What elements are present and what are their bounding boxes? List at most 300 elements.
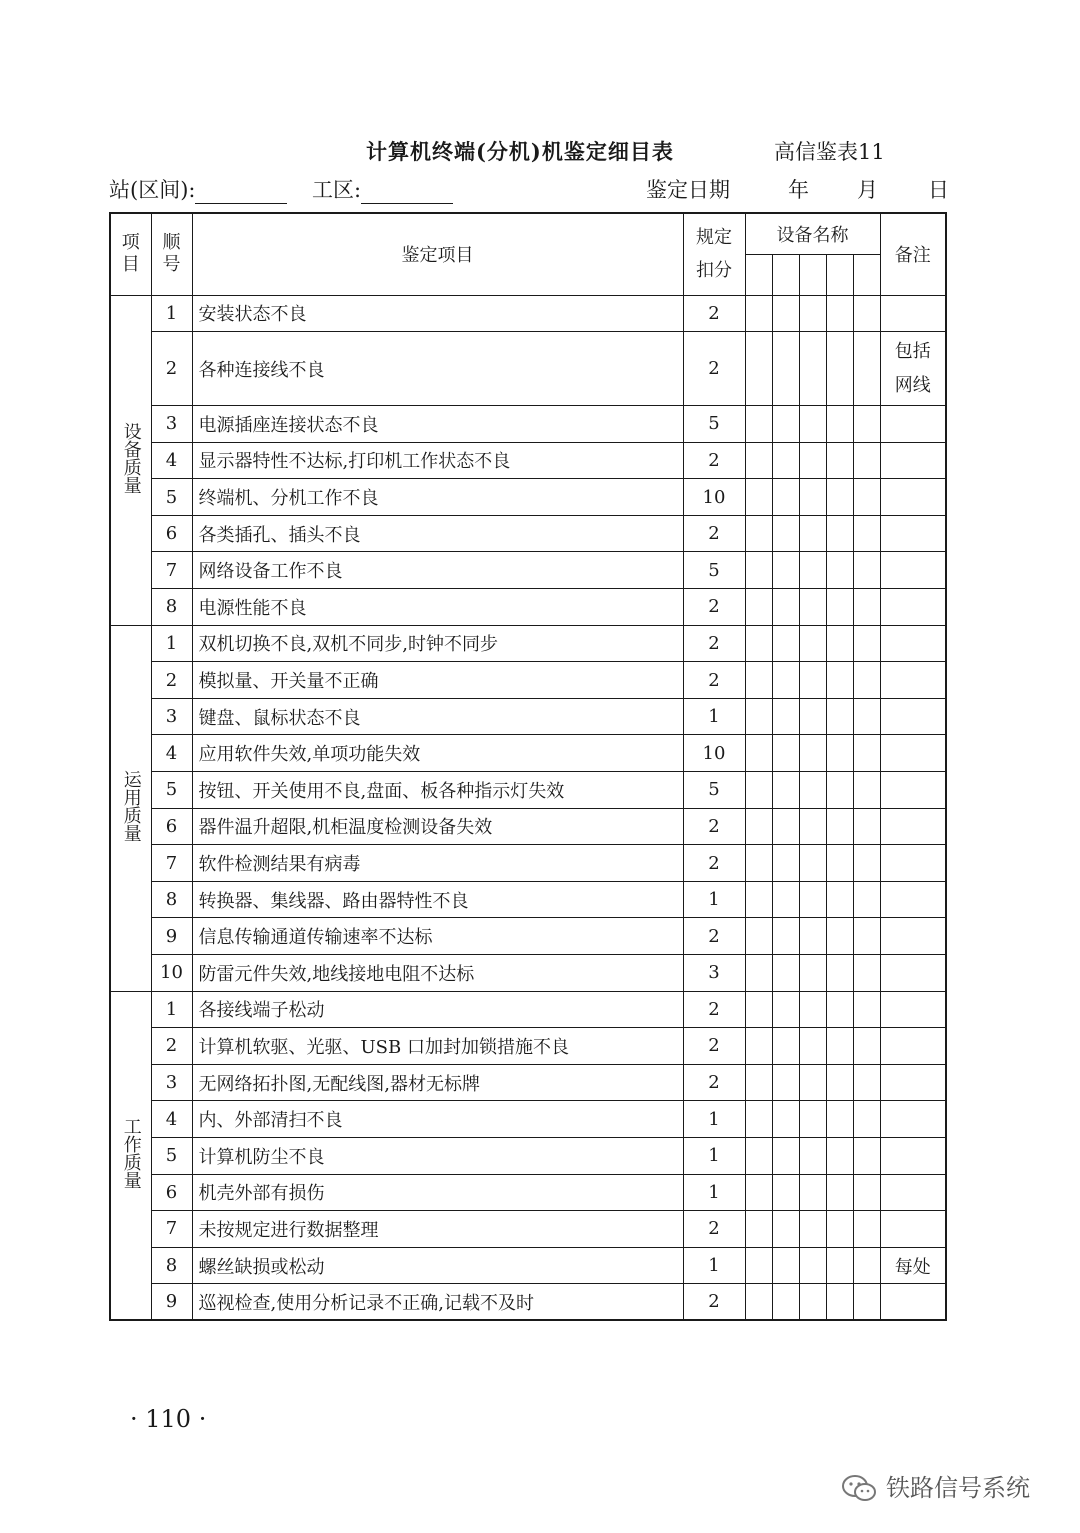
device-score-cell[interactable] xyxy=(853,1028,880,1065)
table-row xyxy=(110,735,946,772)
device-score-cell[interactable] xyxy=(853,808,880,845)
remark-text: 包括网线 xyxy=(894,340,931,396)
item-cell: 各接线端子松动 xyxy=(192,991,683,1028)
header-deduction xyxy=(683,213,745,295)
remark-cell xyxy=(880,735,946,772)
device-score-cell[interactable] xyxy=(745,479,772,516)
device-score-cell[interactable] xyxy=(772,808,799,845)
device-score-cell[interactable] xyxy=(826,552,853,589)
deduction-cell: 2 xyxy=(683,1064,745,1101)
table-row xyxy=(110,332,946,406)
deduction-cell: 2 xyxy=(683,845,745,882)
device-score-cell[interactable] xyxy=(826,1211,853,1248)
device-col-header xyxy=(799,254,826,295)
item-cell: 安装状态不良 xyxy=(192,295,683,332)
item-cell: 内、外部清扫不良 xyxy=(192,1101,683,1138)
device-score-cell[interactable] xyxy=(745,589,772,626)
device-score-cell[interactable] xyxy=(772,625,799,662)
device-score-cell[interactable] xyxy=(853,881,880,918)
device-score-cell[interactable] xyxy=(745,808,772,845)
device-score-cell[interactable] xyxy=(772,1174,799,1211)
item-cell: 器件温升超限,机柜温度检测设备失效 xyxy=(192,808,683,845)
category-label: 设备质量 xyxy=(120,421,142,494)
deduction-cell: 5 xyxy=(683,772,745,809)
device-score-cell[interactable] xyxy=(772,662,799,699)
device-score-cell[interactable] xyxy=(799,772,826,809)
device-score-cell[interactable] xyxy=(826,295,853,332)
category-label: 工作质量 xyxy=(120,1117,142,1190)
device-score-cell[interactable] xyxy=(853,1101,880,1138)
device-score-cell[interactable] xyxy=(799,918,826,955)
device-score-cell[interactable] xyxy=(826,881,853,918)
device-col-header xyxy=(826,254,853,295)
device-score-cell[interactable] xyxy=(799,1174,826,1211)
device-score-cell[interactable] xyxy=(772,1137,799,1174)
device-score-cell[interactable] xyxy=(745,442,772,479)
device-score-cell[interactable] xyxy=(799,479,826,516)
table-row xyxy=(110,552,946,589)
seq-cell: 8 xyxy=(151,589,192,626)
section-label: 工区: xyxy=(312,178,362,202)
device-score-cell[interactable] xyxy=(853,479,880,516)
device-score-cell[interactable] xyxy=(772,1101,799,1138)
remark-cell xyxy=(880,955,946,992)
device-score-cell[interactable] xyxy=(799,1028,826,1065)
device-score-cell[interactable] xyxy=(745,1211,772,1248)
table-row xyxy=(110,808,946,845)
device-score-cell[interactable] xyxy=(745,552,772,589)
item-cell: 软件检测结果有病毒 xyxy=(192,845,683,882)
remark-cell xyxy=(880,1101,946,1138)
device-score-cell[interactable] xyxy=(826,1174,853,1211)
device-score-cell[interactable] xyxy=(745,991,772,1028)
device-score-cell[interactable] xyxy=(745,515,772,552)
item-cell: 电源性能不良 xyxy=(192,589,683,626)
seq-cell: 2 xyxy=(151,662,192,699)
device-score-cell[interactable] xyxy=(799,1137,826,1174)
deduction-cell: 1 xyxy=(683,1174,745,1211)
section-blank[interactable] xyxy=(361,183,453,204)
table-row xyxy=(110,1211,946,1248)
remark-cell xyxy=(880,515,946,552)
device-score-cell[interactable] xyxy=(853,991,880,1028)
device-score-cell[interactable] xyxy=(853,1174,880,1211)
table-row xyxy=(110,589,946,626)
device-col-header xyxy=(853,254,880,295)
device-score-cell[interactable] xyxy=(799,552,826,589)
device-score-cell[interactable] xyxy=(853,845,880,882)
device-score-cell[interactable] xyxy=(799,515,826,552)
day-label: 日 xyxy=(928,178,949,202)
item-cell: 螺丝缺损或松动 xyxy=(192,1247,683,1284)
remark-cell xyxy=(880,772,946,809)
device-score-cell[interactable] xyxy=(799,442,826,479)
deduction-cell: 3 xyxy=(683,955,745,992)
deduction-cell: 1 xyxy=(683,1137,745,1174)
device-score-cell[interactable] xyxy=(772,295,799,332)
table-row xyxy=(110,479,946,516)
deduction-cell: 1 xyxy=(683,881,745,918)
item-cell: 无网络拓扑图,无配线图,器材无标牌 xyxy=(192,1064,683,1101)
device-score-cell[interactable] xyxy=(826,808,853,845)
remark-cell xyxy=(880,881,946,918)
deduction-cell: 10 xyxy=(683,479,745,516)
device-score-cell[interactable] xyxy=(799,808,826,845)
device-score-cell[interactable] xyxy=(826,772,853,809)
deduction-cell: 2 xyxy=(683,515,745,552)
device-score-cell[interactable] xyxy=(826,406,853,443)
seq-cell: 2 xyxy=(151,1028,192,1065)
device-score-cell[interactable] xyxy=(826,1101,853,1138)
remark-cell xyxy=(880,1247,946,1284)
section-field xyxy=(312,174,453,204)
remark-cell xyxy=(880,1211,946,1248)
station-label: 站(区间): xyxy=(109,178,196,202)
category-cell xyxy=(110,295,151,625)
table-title: 计算机终端(分机)机鉴定细目表 xyxy=(366,139,674,164)
category-cell xyxy=(110,625,151,991)
seq-cell: 8 xyxy=(151,1247,192,1284)
seq-cell: 1 xyxy=(151,991,192,1028)
seq-cell: 6 xyxy=(151,1174,192,1211)
device-score-cell[interactable] xyxy=(853,1211,880,1248)
device-score-cell[interactable] xyxy=(799,991,826,1028)
item-cell: 未按规定进行数据整理 xyxy=(192,1211,683,1248)
header-row-1 xyxy=(110,213,946,254)
seq-cell: 9 xyxy=(151,1284,192,1321)
table-row xyxy=(110,1137,946,1174)
table-row xyxy=(110,991,946,1028)
seq-cell: 5 xyxy=(151,479,192,516)
device-score-cell[interactable] xyxy=(745,295,772,332)
remark-cell xyxy=(880,1284,946,1321)
seq-cell: 1 xyxy=(151,295,192,332)
remark-cell xyxy=(880,1174,946,1211)
device-score-cell[interactable] xyxy=(745,1101,772,1138)
device-score-cell[interactable] xyxy=(745,1064,772,1101)
table-row xyxy=(110,1247,946,1284)
seq-cell: 3 xyxy=(151,1064,192,1101)
device-score-cell[interactable] xyxy=(772,881,799,918)
device-score-cell[interactable] xyxy=(853,589,880,626)
device-score-cell[interactable] xyxy=(745,845,772,882)
item-cell: 巡视检查,使用分析记录不正确,记载不及时 xyxy=(192,1284,683,1321)
remark-cell xyxy=(880,406,946,443)
device-score-cell[interactable] xyxy=(826,918,853,955)
device-score-cell[interactable] xyxy=(772,406,799,443)
device-col-header xyxy=(772,254,799,295)
device-score-cell[interactable] xyxy=(745,1247,772,1284)
device-score-cell[interactable] xyxy=(772,442,799,479)
device-score-cell[interactable] xyxy=(853,918,880,955)
device-score-cell[interactable] xyxy=(799,662,826,699)
deduction-cell: 2 xyxy=(683,1028,745,1065)
device-score-cell[interactable] xyxy=(826,991,853,1028)
device-score-cell[interactable] xyxy=(853,552,880,589)
device-score-cell[interactable] xyxy=(799,955,826,992)
deduction-cell: 1 xyxy=(683,698,745,735)
device-score-cell[interactable] xyxy=(826,442,853,479)
seq-cell: 3 xyxy=(151,698,192,735)
device-score-cell[interactable] xyxy=(799,295,826,332)
seq-cell: 4 xyxy=(151,735,192,772)
date-label: 鉴定日期 xyxy=(646,178,730,202)
device-score-cell[interactable] xyxy=(853,735,880,772)
device-score-cell[interactable] xyxy=(799,1064,826,1101)
category-cell xyxy=(110,991,151,1320)
device-score-cell[interactable] xyxy=(826,1137,853,1174)
device-col-header xyxy=(745,254,772,295)
device-score-cell[interactable] xyxy=(745,955,772,992)
device-score-cell[interactable] xyxy=(853,698,880,735)
deduction-cell: 2 xyxy=(683,662,745,699)
deduction-cell: 2 xyxy=(683,991,745,1028)
device-score-cell[interactable] xyxy=(745,406,772,443)
page-number: · 110 · xyxy=(130,1405,207,1433)
device-score-cell[interactable] xyxy=(772,845,799,882)
watermark xyxy=(840,1468,1030,1504)
remark-cell xyxy=(880,589,946,626)
item-cell: 电源插座连接状态不良 xyxy=(192,406,683,443)
watermark-text: 铁路信号系统 xyxy=(886,1474,1030,1502)
device-score-cell[interactable] xyxy=(853,515,880,552)
deduction-cell: 10 xyxy=(683,735,745,772)
month-label: 月 xyxy=(857,178,878,202)
seq-cell: 5 xyxy=(151,1137,192,1174)
device-score-cell[interactable] xyxy=(772,1247,799,1284)
seq-cell: 4 xyxy=(151,442,192,479)
device-score-cell[interactable] xyxy=(799,589,826,626)
device-score-cell[interactable] xyxy=(853,1247,880,1284)
device-score-cell[interactable] xyxy=(826,1247,853,1284)
remark-cell xyxy=(880,1064,946,1101)
device-score-cell[interactable] xyxy=(799,1101,826,1138)
device-score-cell[interactable] xyxy=(853,442,880,479)
item-cell: 键盘、鼠标状态不良 xyxy=(192,698,683,735)
item-cell: 应用软件失效,单项功能失效 xyxy=(192,735,683,772)
table-row xyxy=(110,845,946,882)
deduction-cell: 2 xyxy=(683,1211,745,1248)
device-score-cell[interactable] xyxy=(745,1028,772,1065)
deduction-cell: 5 xyxy=(683,406,745,443)
header-device-name: 设备名称 xyxy=(745,213,880,254)
device-score-cell[interactable] xyxy=(745,918,772,955)
item-cell: 计算机防尘不良 xyxy=(192,1137,683,1174)
seq-cell: 7 xyxy=(151,552,192,589)
remark-cell xyxy=(880,479,946,516)
seq-cell: 7 xyxy=(151,845,192,882)
item-cell: 信息传输通道传输速率不达标 xyxy=(192,918,683,955)
seq-cell: 4 xyxy=(151,1101,192,1138)
device-score-cell[interactable] xyxy=(826,662,853,699)
item-cell: 计算机软驱、光驱、USB 口加封加锁措施不良 xyxy=(192,1028,683,1065)
deduction-cell: 2 xyxy=(683,589,745,626)
device-score-cell[interactable] xyxy=(826,698,853,735)
item-cell: 显示器特性不达标,打印机工作状态不良 xyxy=(192,442,683,479)
device-score-cell[interactable] xyxy=(772,552,799,589)
device-score-cell[interactable] xyxy=(745,662,772,699)
device-score-cell[interactable] xyxy=(853,1064,880,1101)
device-score-cell[interactable] xyxy=(799,735,826,772)
deduction-cell: 2 xyxy=(683,625,745,662)
item-cell: 终端机、分机工作不良 xyxy=(192,479,683,516)
deduction-cell: 1 xyxy=(683,1247,745,1284)
table-row xyxy=(110,918,946,955)
seq-cell: 3 xyxy=(151,406,192,443)
remark-cell xyxy=(880,552,946,589)
form-code: 高信鉴表11 xyxy=(774,140,885,164)
device-score-cell[interactable] xyxy=(772,332,799,406)
deduction-cell: 2 xyxy=(683,332,745,406)
device-score-cell[interactable] xyxy=(826,625,853,662)
device-score-cell[interactable] xyxy=(826,955,853,992)
item-cell: 转换器、集线器、路由器特性不良 xyxy=(192,881,683,918)
device-score-cell[interactable] xyxy=(826,1284,853,1321)
seq-cell: 1 xyxy=(151,625,192,662)
device-score-cell[interactable] xyxy=(826,845,853,882)
seq-cell: 9 xyxy=(151,918,192,955)
device-score-cell[interactable] xyxy=(745,735,772,772)
device-score-cell[interactable] xyxy=(853,772,880,809)
table-row xyxy=(110,1064,946,1101)
item-cell: 模拟量、开关量不正确 xyxy=(192,662,683,699)
item-cell: 防雷元件失效,地线接地电阻不达标 xyxy=(192,955,683,992)
seq-cell: 7 xyxy=(151,1211,192,1248)
table-row xyxy=(110,295,946,332)
deduction-cell: 2 xyxy=(683,808,745,845)
remark-cell xyxy=(880,918,946,955)
table-row xyxy=(110,698,946,735)
table-row xyxy=(110,442,946,479)
table-row xyxy=(110,772,946,809)
device-score-cell[interactable] xyxy=(853,625,880,662)
station-field xyxy=(109,174,287,204)
device-score-cell[interactable] xyxy=(853,662,880,699)
info-row xyxy=(0,174,1080,208)
item-cell: 双机切换不良,双机不同步,时钟不同步 xyxy=(192,625,683,662)
device-score-cell[interactable] xyxy=(745,881,772,918)
table-row xyxy=(110,662,946,699)
category-label: 运用质量 xyxy=(120,769,142,842)
device-score-cell[interactable] xyxy=(772,515,799,552)
table-row xyxy=(110,1101,946,1138)
device-score-cell[interactable] xyxy=(826,479,853,516)
device-score-cell[interactable] xyxy=(853,332,880,406)
device-score-cell[interactable] xyxy=(799,625,826,662)
device-score-cell[interactable] xyxy=(853,295,880,332)
seq-cell: 6 xyxy=(151,808,192,845)
device-score-cell[interactable] xyxy=(799,1284,826,1321)
item-cell: 各类插孔、插头不良 xyxy=(192,515,683,552)
device-score-cell[interactable] xyxy=(799,1211,826,1248)
device-score-cell[interactable] xyxy=(745,772,772,809)
item-cell: 各种连接线不良 xyxy=(192,332,683,406)
deduction-cell: 2 xyxy=(683,442,745,479)
remark-cell xyxy=(880,808,946,845)
device-score-cell[interactable] xyxy=(799,406,826,443)
deduction-cell: 5 xyxy=(683,552,745,589)
device-score-cell[interactable] xyxy=(826,589,853,626)
device-score-cell[interactable] xyxy=(772,589,799,626)
item-cell: 机壳外部有损伤 xyxy=(192,1174,683,1211)
header-remarks: 备注 xyxy=(880,213,946,295)
device-score-cell[interactable] xyxy=(826,735,853,772)
remark-cell xyxy=(880,698,946,735)
device-score-cell[interactable] xyxy=(826,332,853,406)
device-score-cell[interactable] xyxy=(772,735,799,772)
device-score-cell[interactable] xyxy=(745,1174,772,1211)
station-blank[interactable] xyxy=(195,183,287,204)
header-deduction-line1: 规定 xyxy=(696,227,732,249)
seq-cell: 2 xyxy=(151,332,192,406)
device-score-cell[interactable] xyxy=(799,1247,826,1284)
title-row xyxy=(0,136,1080,170)
remark-cell xyxy=(880,1028,946,1065)
device-score-cell[interactable] xyxy=(772,1028,799,1065)
device-score-cell[interactable] xyxy=(745,1137,772,1174)
device-score-cell[interactable] xyxy=(826,1028,853,1065)
device-score-cell[interactable] xyxy=(772,1064,799,1101)
year-label: 年 xyxy=(788,178,809,202)
device-score-cell[interactable] xyxy=(853,955,880,992)
remark-cell xyxy=(880,845,946,882)
remark-cell xyxy=(880,1137,946,1174)
device-score-cell[interactable] xyxy=(772,918,799,955)
device-score-cell[interactable] xyxy=(772,1284,799,1321)
table-row xyxy=(110,1028,946,1065)
device-score-cell[interactable] xyxy=(772,479,799,516)
table-row xyxy=(110,1174,946,1211)
device-score-cell[interactable] xyxy=(799,845,826,882)
header-deduction-line2: 扣分 xyxy=(696,260,732,282)
device-score-cell[interactable] xyxy=(772,991,799,1028)
device-score-cell[interactable] xyxy=(772,698,799,735)
wechat-icon xyxy=(840,1474,880,1504)
table-row xyxy=(110,955,946,992)
item-cell: 网络设备工作不良 xyxy=(192,552,683,589)
seq-cell: 10 xyxy=(151,955,192,992)
device-score-cell[interactable] xyxy=(745,698,772,735)
header-category: 项目 xyxy=(110,213,151,295)
deduction-cell: 2 xyxy=(683,1284,745,1321)
device-score-cell[interactable] xyxy=(826,1064,853,1101)
remark-text: 每处 xyxy=(894,1256,931,1278)
device-score-cell[interactable] xyxy=(745,332,772,406)
seq-cell: 5 xyxy=(151,772,192,809)
table-row xyxy=(110,1284,946,1321)
device-score-cell[interactable] xyxy=(772,772,799,809)
device-score-cell[interactable] xyxy=(799,332,826,406)
device-score-cell[interactable] xyxy=(826,515,853,552)
device-score-cell[interactable] xyxy=(745,1284,772,1321)
device-score-cell[interactable] xyxy=(853,406,880,443)
device-score-cell[interactable] xyxy=(853,1137,880,1174)
deduction-cell: 2 xyxy=(683,918,745,955)
device-score-cell[interactable] xyxy=(799,881,826,918)
item-cell: 按钮、开关使用不良,盘面、板各种指示灯失效 xyxy=(192,772,683,809)
device-score-cell[interactable] xyxy=(745,625,772,662)
device-score-cell[interactable] xyxy=(853,1284,880,1321)
deduction-cell: 2 xyxy=(683,295,745,332)
device-score-cell[interactable] xyxy=(799,698,826,735)
remark-cell xyxy=(880,625,946,662)
device-score-cell[interactable] xyxy=(772,955,799,992)
device-score-cell[interactable] xyxy=(772,1211,799,1248)
table-row xyxy=(110,515,946,552)
remark-cell xyxy=(880,662,946,699)
table-row xyxy=(110,881,946,918)
remark-cell xyxy=(880,295,946,332)
